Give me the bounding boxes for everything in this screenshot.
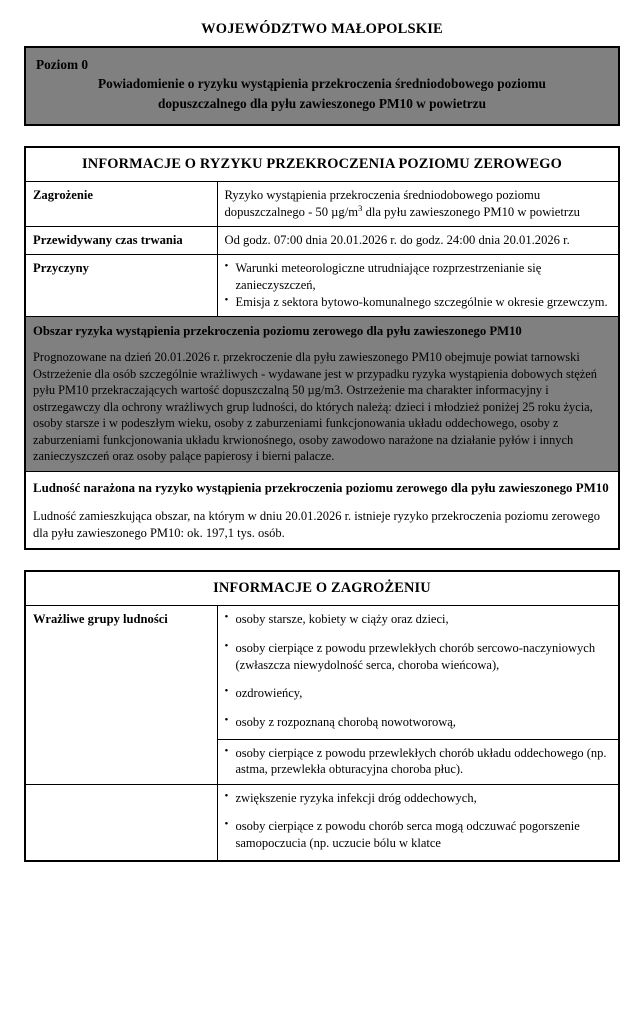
list-item: • osoby cierpiące z powodu przewlekłych chorób sercowo-naczyniowych (zwłaszcza niewydolność serca, choroba wieńcowa), [225,640,612,673]
area-risk-body: Prognozowane na dzień 20.01.2026 r. przekroczenie dla pyłu zawieszonego PM10 obejmuje powiat tarnowski Ostrzeżenie dla osób szczególnie wrażliwych - wydawane jest w przypadku ryzyka wystąpienia dobowych stężeń pyłu PM10 przekraczających wartość dopuszczalną 50 µg/m3. Ostrzeżenie ma charakter informacyjny i ostrzegawczy dla ochrony wrażliwych grup ludności, do których należą: dzieci i młodzież poniżej 25 roku życia, osoby starsze i w podeszłym wieku, osoby z zaburzeniami funkcjonowania układu oddechowego, osoby z zaburzeniami funkcjonowania układu krwionośnego, osoby zawodowo narażone na działanie pyłów i innych zanieczyszczeń oraz osoby palące papierosy i bierni palacze. [33,350,597,464]
area-risk-heading: Obszar ryzyka wystąpienia przekroczenia poziomu zerowego dla pyłu zawieszonego PM10 [33,324,522,339]
spacer [24,550,620,570]
banner-message-line-1: Powiadomienie o ryzyku wystąpienia przekroczenia średniodobowego poziomu [98,76,546,92]
area-risk-block [25,317,619,472]
risk-table-heading: INFORMACJE O RYZYKU PRZEKROCZENIA POZIOMU ZEROWEGO [25,147,619,182]
list-item: • ozdrowieńcy, [225,685,612,702]
list-item: • osoby cierpiące z powodu chorób serca mogą odczuwać pogorszenie samopoczucia (np. uczucie bólu w klatce [225,818,612,851]
list-item: • osoby z rozpoznaną chorobą nowotworową, [225,714,612,731]
causes-list [225,260,612,310]
page-title: WOJEWÓDZTWO MAŁOPOLSKIE [201,21,443,37]
table-row [25,606,619,739]
row-value-przyczyny [217,255,619,317]
list-item: • osoby cierpiące z powodu przewlekłych chorób układu oddechowego (np. astma, przewlekła obturacyjna choroba płuc). [225,745,612,778]
row-label-zagrozenie: Zagrożenie [25,182,217,227]
hazard-information-table [24,570,620,862]
banner-message-line-2: dopuszczalnego dla pyłu zawieszonego PM10 w powietrzu [158,95,486,111]
table-row [25,784,619,860]
hazard-text-part-2: dla pyłu zawieszonego PM10 w powietrzu [362,204,580,219]
effects-list-cell [217,784,619,860]
population-body: Ludność zamieszkująca obszar, na którym w dniu 20.01.2026 r. istnieje ryzyko przekroczenia poziomu zerowego dla pyłu zawieszonego PM10: ok. 197,1 tys. osób. [33,508,601,540]
table-row [25,182,619,227]
level-label: Poziom 0 [36,56,89,72]
sensitive-groups-list-cell-1 [217,606,619,739]
population-heading: Ludność narażona na ryzyko wystąpienia przekroczenia poziomu zerowego dla pyłu zawieszonego PM10 [33,480,609,495]
table-row-population [25,471,619,548]
list-item: • osoby starsze, kobiety w ciąży oraz dzieci, [225,611,612,628]
list-item: • Emisja z sektora bytowo-komunalnego szczególnie w okresie grzewczym. [225,294,612,311]
row-label-wrazliwe-grupy: Wrażliwe grupy ludności [25,606,217,784]
list-item: • Warunki meteorologiczne utrudniające rozprzestrzenianie się zanieczyszczeń, [225,260,612,293]
unit-superscript: 3 [358,202,363,213]
sensitive-groups-list-cell-2 [217,739,619,784]
spacer [24,126,620,146]
row-label-przyczyny: Przyczyny [25,255,217,317]
risk-table-heading-row [25,147,619,182]
level-banner-wrapper [24,46,620,126]
row-label-skutki [25,784,217,860]
table-row [25,226,619,254]
sensitive-groups-list [225,611,612,730]
list-item: • zwiększenie ryzyka infekcji dróg oddechowych, [225,790,612,807]
risk-information-table [24,146,620,550]
row-value-zagrozenie [217,182,619,227]
row-value-czas-trwania: Od godz. 07:00 dnia 20.01.2026 r. do godz. 24:00 dnia 20.01.2026 r. [217,226,619,254]
level-banner [24,46,620,126]
hazard-text-part-1: Ryzyko wystąpienia przekroczenia średniodobowego poziomu dopuszczalnego - 50 µg/m [224,188,541,219]
effects-list [225,790,612,852]
table-row [25,255,619,317]
row-label-czas-trwania: Przewidywany czas trwania [25,226,217,254]
table-row-area [25,317,619,472]
hazard-table-heading: INFORMACJE O ZAGROŻENIU [25,571,619,606]
hazard-table-heading-row [25,571,619,606]
sensitive-groups-list-secondary [225,745,612,778]
population-block [25,471,619,548]
